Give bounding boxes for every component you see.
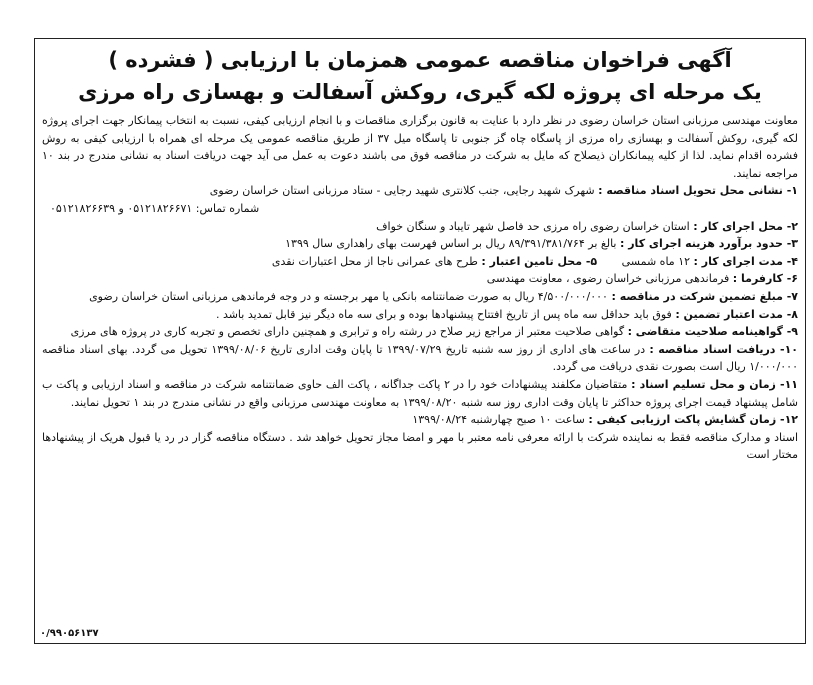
item-1-label: ۱- نشانی محل تحویل اسناد مناقصه :: [598, 184, 798, 198]
item-12-label: ۱۲- زمان گشایش پاکت ارزیابی کیفی :: [588, 413, 798, 427]
notice-title: آگهی فراخوان مناقصه عمومی همزمان با ارزیابی ( فشرده ): [108, 48, 732, 72]
item-6: [42, 270, 798, 288]
item-9: [42, 323, 798, 341]
item-10-label: ۱۰- دریافت اسناد مناقصه :: [649, 342, 798, 356]
item-6-text: فرماندهی مرزبانی خراسان رضوی ، معاونت مهندسی: [486, 272, 730, 286]
item-3: [42, 235, 798, 253]
item-3-label: ۳- حدود برآورد هزینه اجرای کار :: [620, 237, 798, 251]
item-11-label: ۱۱- زمان و محل تسلیم اسناد :: [631, 377, 798, 391]
item-8-label: ۸- مدت اعتبار تضمین :: [675, 307, 798, 321]
item-4-label: ۴- مدت اجرای کار :: [693, 254, 798, 268]
item-3-text: بالغ بر ۸۹/۳۹۱/۳۸۱/۷۶۴ ریال بر اساس فهرست بهای راهداری سال ۱۳۹۹: [285, 237, 617, 251]
item-4-5: [42, 253, 798, 271]
item-2-label: ۲- محل اجرای کار :: [693, 219, 798, 233]
contact-phone: [42, 200, 798, 218]
item-2: [42, 218, 798, 236]
item-9-label: ۹- گواهینامه صلاحیت متقاضی :: [627, 325, 798, 339]
notice-subtitle: یک مرحله ای پروژه لکه گیری، روکش آسفالت و بهسازی راه مرزی: [78, 80, 762, 104]
item-8: [42, 306, 798, 324]
closing-paragraph: اسناد و مدارک مناقصه فقط به نماینده شرکت با ارائه معرفی نامه معتبر با مهر و امضا مجاز تحویل خواهد شد . دستگاه مناقصه گزار در رد یا قبول هریک از پیشنهادها مختار است: [42, 430, 798, 462]
notice: [38, 40, 802, 464]
item-6-label: ۶- کارفرما :: [732, 272, 798, 286]
item-5-label: ۵- محل تامین اعتبار :: [481, 254, 598, 268]
item-1-text: شهرک شهید رجایی، جنب کلانتری شهید رجایی - ستاد مرزبانی استان خراسان رضوی: [209, 184, 595, 198]
item-2-text: استان خراسان رضوی راه مرزی حد فاصل شهر تایباد و سنگان خواف: [376, 219, 690, 233]
item-9-text: گواهی صلاحیت معتبر از مراجع زیر صلاح در رشته راه و ترابری و همچنین دارای تخصص و تجربه کاری در پروژه های مرزی: [70, 325, 625, 339]
item-10-text: در ساعت های اداری از روز سه شنبه تاریخ ۱۳۹۹/۰۷/۲۹ تا پایان وقت اداری تاریخ ۱۳۹۹/۰۸/۰۶ تحویل می گردد. بهای اسناد مناقصه ۱/۰۰۰/۰۰۰ ریال است بصورت نقدی دریافت می گردد.: [42, 342, 798, 374]
item-7: [42, 288, 798, 306]
item-12: [42, 411, 798, 429]
reference-number: ۰/۹۹۰۵۶۱۳۷: [40, 628, 99, 639]
item-11: [42, 376, 798, 411]
intro-paragraph: معاونت مهندسی مرزبانی استان خراسان رضوی در نظر دارد با عنایت به قانون برگزاری مناقصات و با انجام ارزیابی کیفی، نسبت به انتخاب پیمانکار جهت اجرای پروژه لکه گیری، روکش آسفالت و بهسازی راه مرزی از پاسگاه چاه گز جنوبی تا پاسگاه میل ۳۷ از طریق مناقصه عمومی یک مرحله ای همراه با ارزیابی کیفی به روش فشرده اقدام نماید. لذا از کلیه پیمانکاران ذیصلاح که مایل به شرکت در مناقصه فوق می باشند دعوت به عمل می آید جهت دریافت اسناد به نشانی مندرج در بند ۱۰ مراجعه نمایند.: [42, 114, 798, 180]
item-11-text: متقاضیان مکلفند پیشنهادات خود را در ۲ پاکت جداگانه ، پاکت الف حاوی ضمانتنامه شرکت در مناقصه و اسناد ارزیابی و پاکت ب شامل پیشنهاد قیمت اجرای پروژه حداکثر تا پایان وقت اداری روز سه شنبه ۱۳۹۹/۰۸/۲۰ به معاونت مهندسی مرزبانی واقع در نشانی مندرج در بند ۱ تحویل نمایند.: [42, 377, 798, 409]
item-1: [42, 182, 798, 200]
item-7-label: ۷- مبلغ تضمین شرکت در مناقصه :: [611, 289, 798, 303]
contact-phone-text: شماره تماس: ۰۵۱۲۱۸۲۶۶۷۱ و ۰۵۱۲۱۸۲۶۶۳۹: [50, 201, 260, 215]
notice-body: [38, 112, 802, 464]
item-8-text: فوق باید حداقل سه ماه پس از تاریخ افتتاح پیشنهادها بوده و برای سه ماه دیگر نیز قابل تمدید باشد .: [215, 307, 672, 321]
item-10: [42, 341, 798, 376]
item-12-text: ساعت ۱۰ صبح چهارشنبه ۱۳۹۹/۰۸/۲۴: [412, 413, 585, 427]
item-7-text: ۴/۵۰۰/۰۰۰/۰۰۰ ریال به صورت ضمانتنامه بانکی یا مهر برجسته و در وجه فرماندهی مرزبانی استان خراسان رضوی: [89, 289, 608, 303]
item-4-text: ۱۲ ماه شمسی: [621, 254, 691, 268]
item-5-text: طرح های عمرانی ناجا از محل اعتبارات نقدی: [271, 254, 478, 268]
